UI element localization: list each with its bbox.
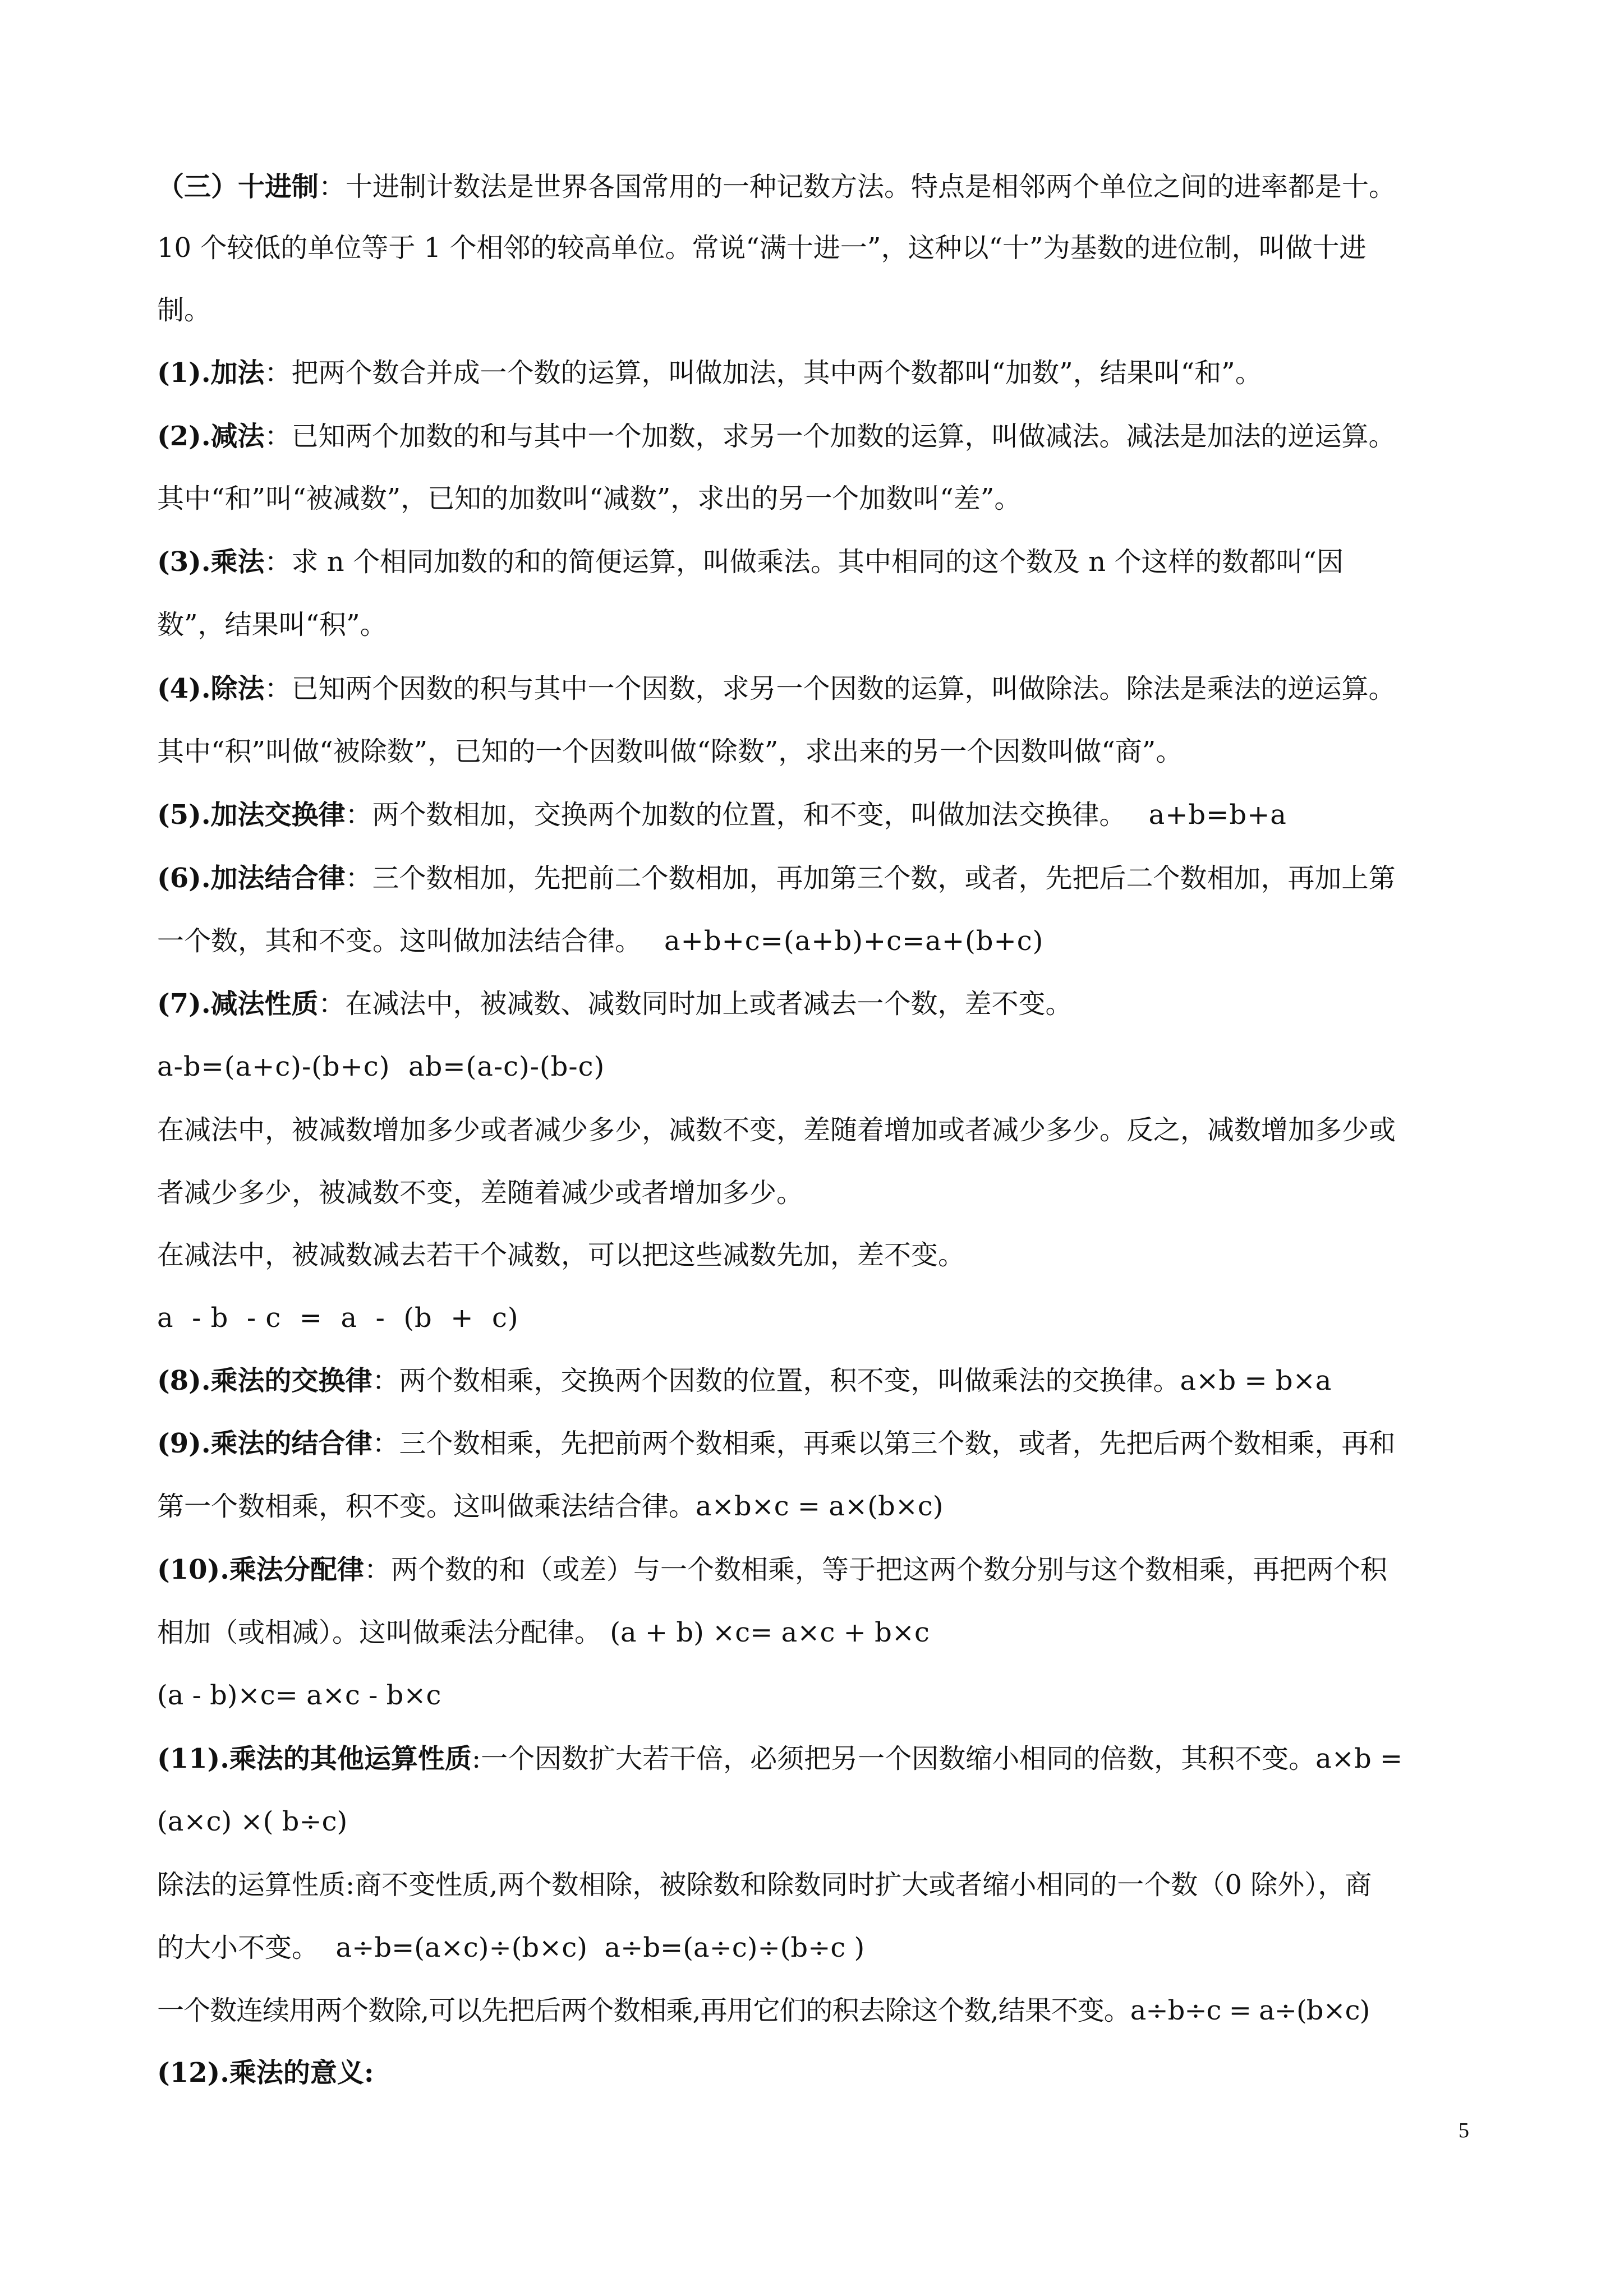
item-heading: (4).除法 <box>157 673 265 704</box>
item-12-line <box>157 2056 374 2090</box>
item-4-line-2: 其中“积”叫做“被除数”，已知的一个因数叫做“除数”，求出来的另一个因数叫做“商”。 <box>157 736 1183 767</box>
item-11-text-1: 除法的运算性质:商不变性质,两个数相除，被除数和除数同时扩大或者缩小相同的一个数（0 除外），商 <box>157 1869 1372 1901</box>
item-7-text-2: 者减少多少，被减数不变，差随着减少或者增加多少。 <box>157 1177 804 1209</box>
item-11-line-2: (a×c) ×( b÷c) <box>157 1806 348 1837</box>
item-8-line <box>157 1364 1331 1398</box>
item-text: ：三个数相加，先把前二个数相加，再加第三个数，或者，先把后二个数相加，再加上第 <box>345 863 1396 894</box>
item-text: ：两个数相加，交换两个加数的位置，和不变，叫做加法交换律。 <box>345 799 1126 831</box>
page-number: 5 <box>1459 2119 1469 2142</box>
item-formula: a+b=b+a <box>1148 799 1287 831</box>
item-3-line-2: 数”，结果叫“积”。 <box>157 609 387 640</box>
item-7-line-1 <box>157 987 1073 1021</box>
section-decimal-line-3: 制。 <box>157 294 211 326</box>
item-11-line-1 <box>157 1742 1402 1776</box>
item-text: 一个数，其和不变。这叫做加法结合律。 <box>157 925 642 957</box>
item-2-line-1 <box>157 419 1396 453</box>
section-decimal-line-2: 10 个较低的单位等于 1 个相邻的较高单位。常说“满十进一”，这种以“十”为基数的进位制，叫做十进 <box>157 232 1367 264</box>
item-text: ：已知两个因数的积与其中一个因数，求另一个因数的运算，叫做除法。除法是乘法的逆运算。 <box>264 673 1396 704</box>
item-9-line-2: 第一个数相乘，积不变。这叫做乘法结合律。a×b×c = a×(b×c) <box>157 1491 944 1522</box>
item-heading: (1).加法 <box>157 357 265 389</box>
item-11-text-3: 一个数连续用两个数除,可以先把后两个数相乘,再用它们的积去除这个数,结果不变。a÷b÷c = a÷(b×c) <box>157 1995 1370 2026</box>
item-4-line-1 <box>157 672 1396 706</box>
item-7-formula-1: a-b=(a+c)-(b+c) ab=(a-c)-(b-c) <box>157 1051 605 1082</box>
item-11-text-2: 的大小不变。 a÷b=(a×c)÷(b×c) a÷b=(a÷c)÷(b÷c ) <box>157 1932 865 1963</box>
item-text: ：两个数相乘，交换两个因数的位置，积不变，叫做乘法的交换律。a×b = b×a <box>372 1365 1332 1396</box>
item-text: ：两个数的和（或差）与一个数相乘，等于把这两个数分别与这个数相乘，再把两个积 <box>364 1554 1387 1585</box>
item-10-line-3: (a - b)×c= a×c - b×c <box>157 1680 441 1711</box>
item-7-formula-2: a - b - c = a - (b + c) <box>157 1302 519 1334</box>
item-heading: (9).乘法的结合律 <box>157 1428 372 1459</box>
item-heading: (7).减法性质 <box>157 988 319 1020</box>
item-heading: (12).乘法的意义: <box>157 2057 374 2088</box>
item-5-line <box>157 798 1287 832</box>
item-text: :一个因数扩大若干倍，必须把另一个因数缩小相同的倍数，其积不变。a×b = <box>471 1743 1403 1774</box>
item-heading: (5).加法交换律 <box>157 799 346 831</box>
section-text: ：十进制计数法是世界各国常用的一种记数方法。特点是相邻两个单位之间的进率都是十。 <box>319 171 1396 202</box>
item-7-text-1: 在减法中，被减数增加多少或者减少多少，减数不变，差随着增加或者减少多少。反之，减数增加多少或 <box>157 1114 1396 1146</box>
item-6-line-1 <box>157 861 1396 895</box>
item-text: ：已知两个加数的和与其中一个加数，求另一个加数的运算，叫做减法。减法是加法的逆运算。 <box>264 421 1396 452</box>
item-heading: (6).加法结合律 <box>157 863 346 894</box>
item-heading: (10).乘法分配律 <box>157 1554 364 1585</box>
item-1-line <box>157 356 1262 390</box>
item-7-text-3: 在减法中，被减数减去若干个减数，可以把这些减数先加，差不变。 <box>157 1239 965 1271</box>
item-heading: (8).乘法的交换律 <box>157 1365 372 1396</box>
item-heading: (11).乘法的其他运算性质 <box>157 1743 472 1774</box>
item-text: ：三个数相乘，先把前两个数相乘，再乘以第三个数，或者，先把后两个数相乘，再和 <box>372 1428 1396 1459</box>
item-text: ：求 n 个相同加数的和的简便运算，叫做乘法。其中相同的这个数及 n 个这样的数都叫“因 <box>264 546 1344 578</box>
item-2-line-2: 其中“和”叫“被减数”，已知的加数叫“减数”，求出的另一个加数叫“差”。 <box>157 483 1022 514</box>
item-formula: a+b+c=(a+b)+c=a+(b+c) <box>664 925 1044 957</box>
item-9-line-1 <box>157 1427 1396 1460</box>
item-3-line-1 <box>157 545 1344 579</box>
item-10-line-2: 相加（或相减）。这叫做乘法分配律。 (a + b) ×c= a×c + b×c <box>157 1617 930 1648</box>
item-text: ：在减法中，被减数、减数同时加上或者减去一个数，差不变。 <box>318 988 1073 1020</box>
item-heading: (3).乘法 <box>157 546 265 578</box>
item-6-line-2 <box>157 924 1043 958</box>
item-heading: (2).减法 <box>157 421 265 452</box>
section-decimal-line-1 <box>157 170 1396 204</box>
item-text: ：把两个数合并成一个数的运算，叫做加法，其中两个数都叫“加数”，结果叫“和”。 <box>264 357 1262 389</box>
item-10-line-1 <box>157 1553 1387 1587</box>
section-heading: （三）十进制 <box>157 171 319 202</box>
